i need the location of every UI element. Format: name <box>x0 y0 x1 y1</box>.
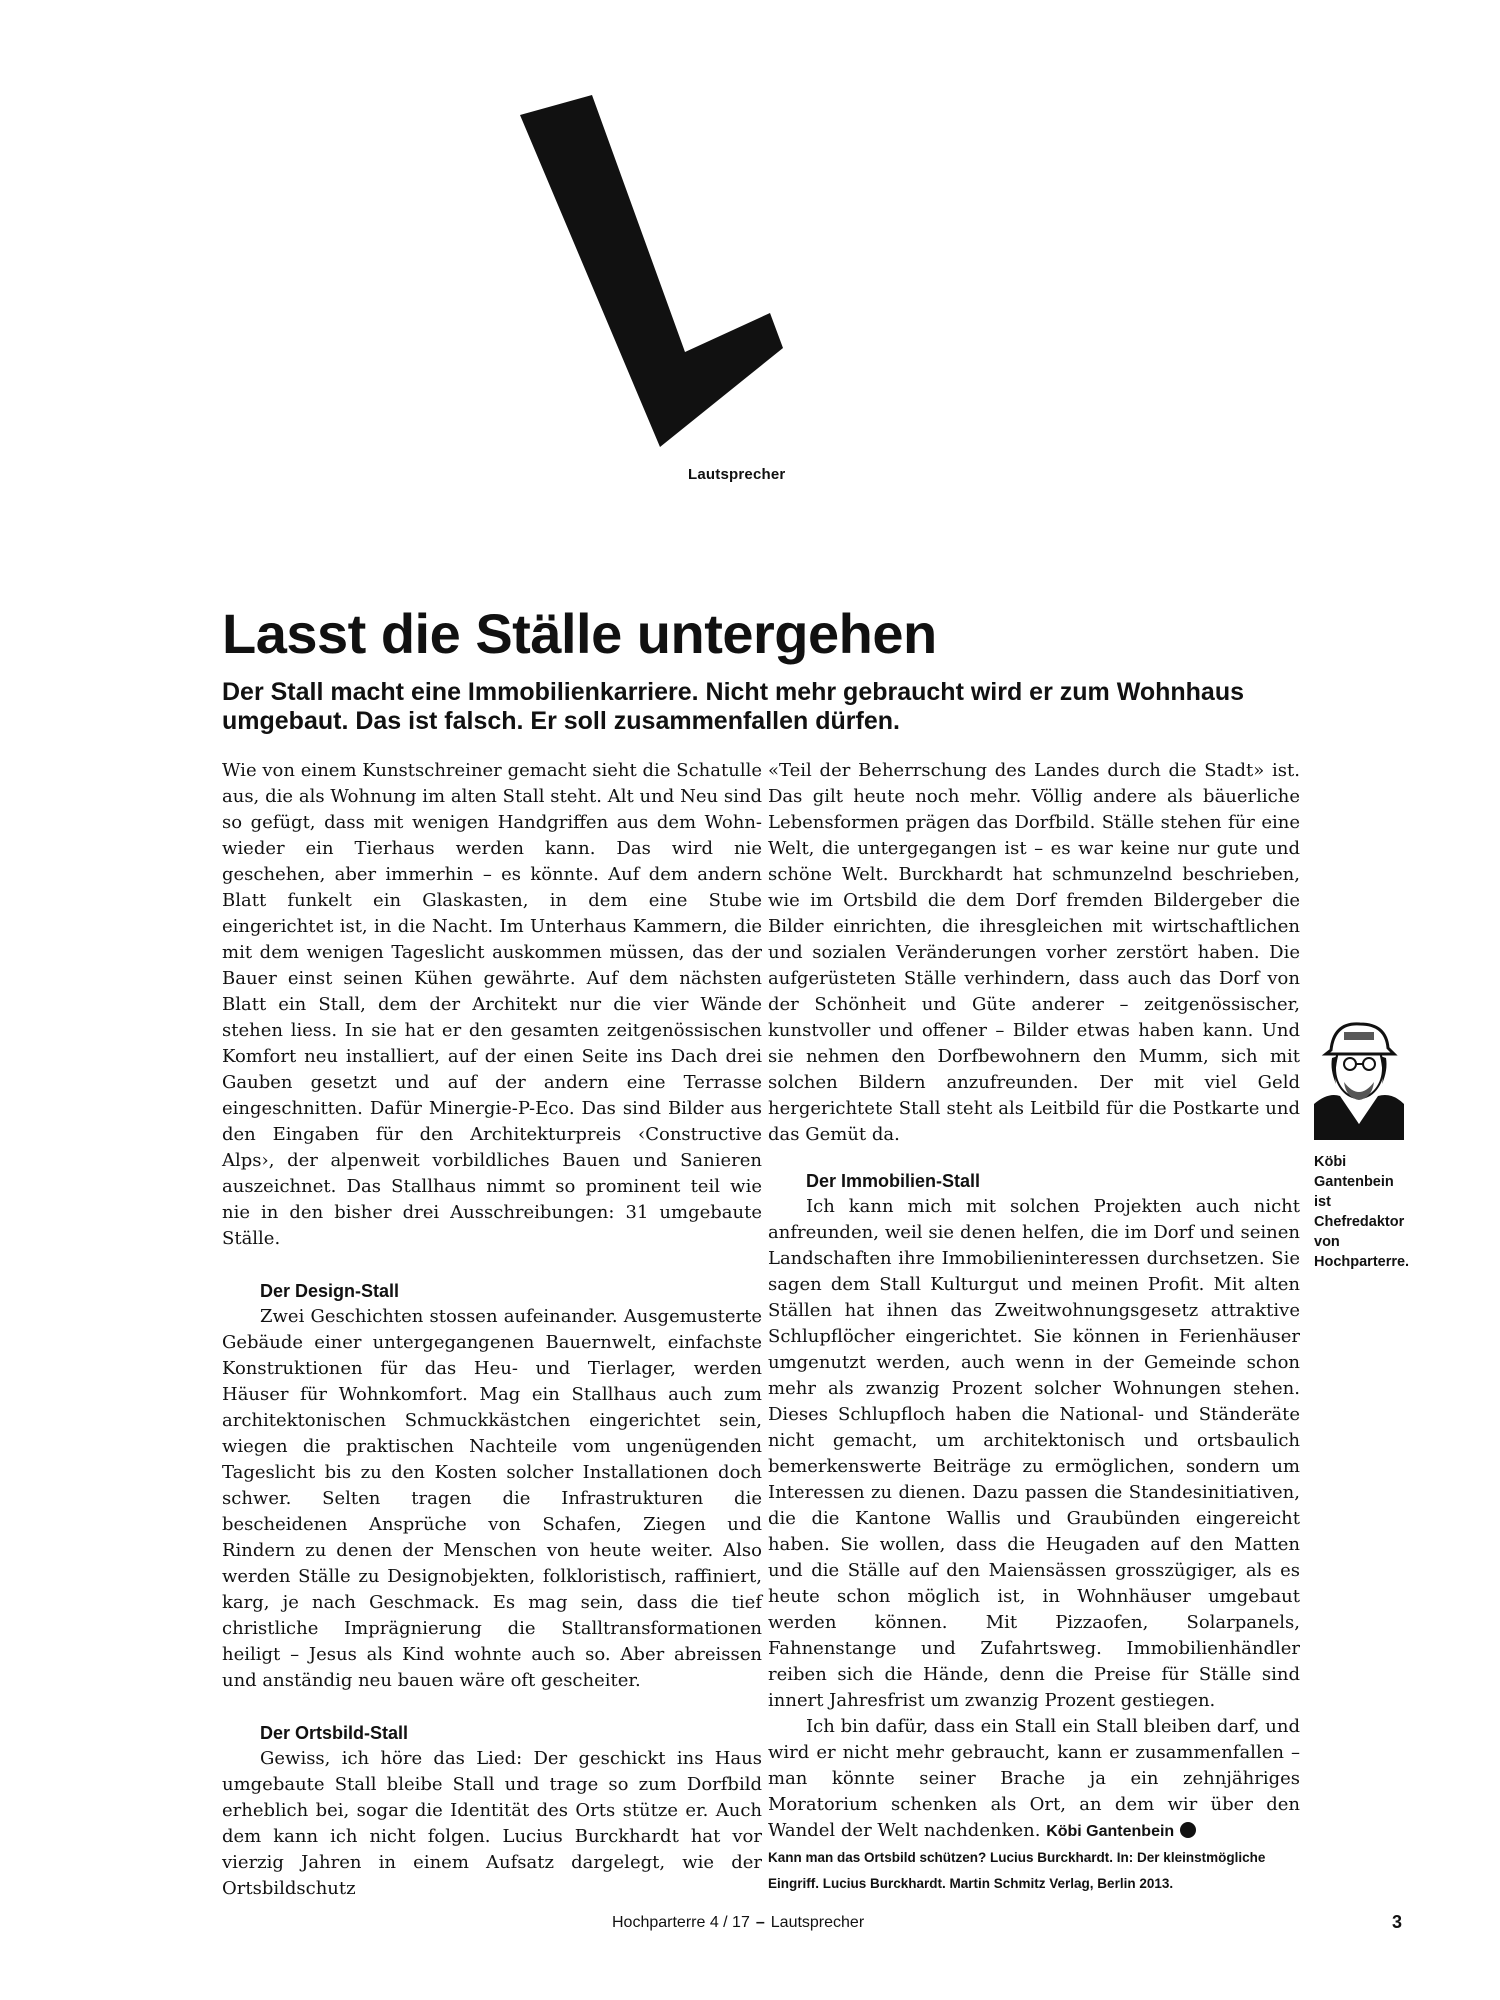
article-headline: Lasst die Ställe untergehen <box>222 602 937 665</box>
section-logo-letter-l <box>520 95 880 460</box>
paragraph-ortsbild-stall-start: Gewiss, ich höre das Lied: Der geschickt ins Haus umgebaute Stall bleibe Stall und trage so zum Dorfbild erheblich bei, sogar die Identität des Orts stütze er. Auch dem kann ich nicht folgen. Lucius Burckhardt hat vor vierzig Jahren in einem Aufsatz dargelegt, wie der Ortsbildschutz <box>222 1748 762 1899</box>
paragraph-design-stall: Zwei Geschichten stossen aufeinander. Ausgemusterte Gebäude einer untergegangenen Bauernwelt, einfachste Konstruktionen für das Heu- und Tierlager, werden Häuser für Wohnkomfort. Mag ein Stallhaus auch zum architektonischen Schmuckkästchen eingerichtet sein, wiegen die praktischen Nachteile vom ungenügenden Tageslicht bis zu den Kosten solcher Installationen doch schwer. Selten tragen die Infrastrukturen die bescheidenen Ansprüche von Schafen, Ziegen und Rindern zu denen der Menschen von heute weiter. Also werden Ställe zu Designobjekten, folkloristisch, raffiniert, karg, je nach Geschmack. Es mag sein, dass die tief christliche Imprägnierung die Stalltransformationen heiligt – Jesus als Kind wohnte auch so. Aber abreissen und anständig neu bauen wäre oft gescheiter. <box>222 1306 762 1691</box>
end-mark-icon <box>1180 1822 1196 1838</box>
source-reference: Kann man das Ortsbild schützen? Lucius Burckhardt. In: Der kleinstmögliche Eingriff. Lucius Burckhardt. Martin Schmitz Verlag, Berlin 2013. <box>768 1850 1266 1891</box>
page-footer <box>612 1914 864 1932</box>
footer-section: Lautsprecher <box>770 1914 865 1931</box>
subhead-immobilien-stall: Der Immobilien-Stall <box>806 1171 981 1191</box>
page-number: 3 <box>1392 1912 1403 1932</box>
conclusion-text: Ich bin dafür, dass ein Stall ein Stall bleiben darf, und wird er nicht mehr gebraucht, kann er zusammenfallen – man könnte seiner Brache ja ein zehnjähriges Moratorium schenken als Ort, an dem wir über den Wandel der Welt nachdenken. <box>768 1716 1300 1841</box>
article-column-left <box>222 758 762 1902</box>
subhead-ortsbild-stall: Der Ortsbild-Stall <box>260 1723 409 1743</box>
paragraph-ortsbild-stall-cont: «Teil der Beherrschung des Landes durch die Stadt» ist. Das gilt heute noch mehr. Völlig andere als bäuerliche Lebensformen prägen das Dorfbild. Ställe stehen für eine Welt, die untergegangen ist – es war keine nur gute und schöne Welt. Burckhardt hat schmunzelnd beschrieben, wie im Ortsbild die dem Dorf fremden Bildergeber die Bilder einrichten, die ihresgleichen mit wirtschaftlichen und sozialen Veränderungen vorher zerstört haben. Die aufgerüsteten Ställe verhindern, dass auch das Dorf von der Schönheit und Güte anderer – zeitgenössischer, kunstvoller und offener – Bilder etwas haben kann. Und sie nehmen den Dorfbewohnern den Mumm, sich mit solchen Bildern anzufreunden. Der mit viel Geld hergerichtete Stall steht als Leitbild für die Postkarte und das Gemüt da. <box>768 760 1300 1145</box>
subhead-design-stall: Der Design-Stall <box>260 1281 400 1301</box>
article-lead: Der Stall macht eine Immobilienkarriere. Nicht mehr gebraucht wird er zum Wohnhaus umgebaut. Das ist falsch. Er soll zusammenfallen dürfen. <box>222 678 1245 735</box>
letter-l-shape <box>520 95 783 447</box>
footer-separator: – <box>755 1914 765 1931</box>
section-label: Lautsprecher <box>688 466 786 483</box>
footer-magazine-issue: Hochparterre 4 / 17 <box>612 1914 750 1931</box>
paragraph-immobilien-stall: Ich kann mich mit solchen Projekten auch nicht anfreunden, weil sie denen helfen, die im Dorf und seinen Landschaften ihre Immobilieninteressen durchsetzen. Sie sagen dem Stall Kulturgut und meinen Profit. Mit alten Ställen hat ihnen das Zweitwohnungsgesetz attraktive Schlupflöcher eingerichtet. Sie können in Ferienhäuser umgenutzt werden, auch wenn in der Gemeinde schon mehr als zwanzig Prozent solcher Wohnungen stehen. Dieses Schlupfloch haben die National- und Ständeräte nicht gemacht, um architektonisch und ortsbaulich bemerkenswerte Beiträge zu ermöglichen, sondern um Interessen zu dienen. Dazu passen die Standesinitiativen, die die Kantone Wallis und Graubünden eingereicht haben. Sie wollen, dass die Heugaden auf den Matten und die Ställe auf den Maiensässen grosszügiger, als es heute schon möglich ist, in Wohnhäuser umgebaut werden können. Mit Pizzaofen, Solarpanels, Fahnenstange und Zufahrtsweg. Immobilienhändler reiben sich die Hände, denn die Preise für Ställe sind innert Jahresfrist um zwanzig Prozent gestiegen. <box>768 1196 1300 1711</box>
author-signature: Köbi Gantenbein <box>1046 1823 1175 1840</box>
article-column-right <box>768 758 1300 1897</box>
paragraph-conclusion <box>768 1714 1300 1845</box>
author-portrait <box>1314 1012 1404 1140</box>
author-bio: Köbi Gantenbein ist Chefredaktor von Hochparterre. <box>1314 1154 1410 1270</box>
article-intro: Wie von einem Kunstschreiner gemacht sieht die Schatulle aus, die als Wohnung im alten Stall steht. Alt und Neu sind so gefügt, dass mit wenigen Handgriffen aus dem Wohn- wieder ein Tierhaus werden kann. Das wird nie geschehen, aber immerhin – es könnte. Auf dem andern Blatt funkelt ein Glaskasten, in dem eine Stube eingerichtet ist, in die Nacht. Im Unterhaus Kammern, die mit dem wenigen Tageslicht auskommen müssen, das der Bauer einst seinen Kühen gewährte. Auf dem nächsten Blatt ein Stall, dem der Architekt nur die vier Wände stehen liess. In sie hat er den gesamten zeitgenössischen Komfort neu installiert, auf der einen Seite ins Dach drei Gauben gesetzt und auf der andern eine Terrasse eingeschnitten. Dafür Minergie-P-Eco. Das sind Bilder aus den Eingaben für den Architekturpreis ‹Constructive Alps›, der alpenweit vorbildliches Bauen und Sanieren auszeichnet. Das Stallhaus nimmt so prominent teil wie nie in den bisher drei Ausschreibungen: 31 umgebaute Ställe. <box>222 760 762 1249</box>
